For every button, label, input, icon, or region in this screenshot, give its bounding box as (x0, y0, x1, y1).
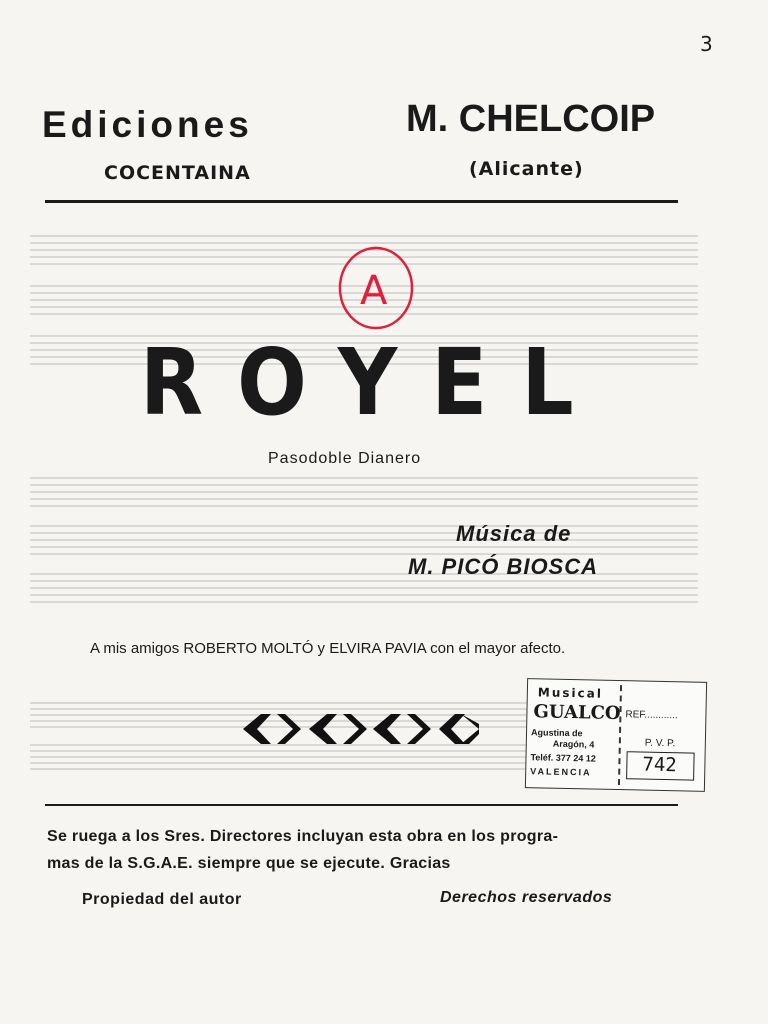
stamp-divider (618, 685, 622, 785)
notice-line-2: mas de la S.G.A.E. siempre que se ejecute. Gracias (47, 855, 451, 872)
stamp-brand-top: Musical (537, 685, 604, 701)
publisher-city: COCENTAINA (104, 162, 251, 184)
stamp-address-line1: Agustina de (530, 727, 583, 739)
handwritten-circle-annotation (334, 238, 418, 334)
song-title: ROYEL (140, 330, 608, 437)
publisher-province: (Alicante) (469, 158, 584, 180)
stamp-phone: Teléf. 377 24 12 (530, 752, 596, 764)
dedication-text: A mis amigos ROBERTO MOLTÓ y ELVIRA PAVIA con el mayor afecto. (90, 640, 566, 657)
decorative-ornament (243, 712, 479, 746)
stamp-brand-name: GUALCO (533, 701, 621, 725)
owner-text: Propiedad del autor (82, 891, 242, 908)
composer-name: M. PICÓ BIOSCA (408, 554, 599, 579)
notice-line-1: Se ruega a los Sres. Directores incluyan esta obra en los progra- (47, 828, 559, 845)
stamp-price: 742 (642, 753, 677, 777)
stamp-address-line2: Aragón, 4 (552, 738, 595, 750)
annotation-letter: A (360, 268, 388, 314)
rights-text: Derechos reservados (440, 889, 613, 906)
top-divider (45, 200, 678, 203)
shop-stamp (525, 678, 707, 792)
music-by-label: Música de (456, 521, 572, 546)
stamp-pvp-label: P. V. P. (644, 737, 676, 750)
page-number: 3 (700, 32, 713, 56)
publisher-name: M. CHELCOIP (406, 98, 656, 140)
song-subtitle: Pasodoble Dianero (268, 450, 422, 467)
stamp-ref-label: REF............ (625, 709, 678, 722)
bottom-divider (45, 804, 678, 806)
publisher-label: Ediciones (42, 104, 253, 145)
stamp-city: VALENCIA (530, 766, 592, 778)
